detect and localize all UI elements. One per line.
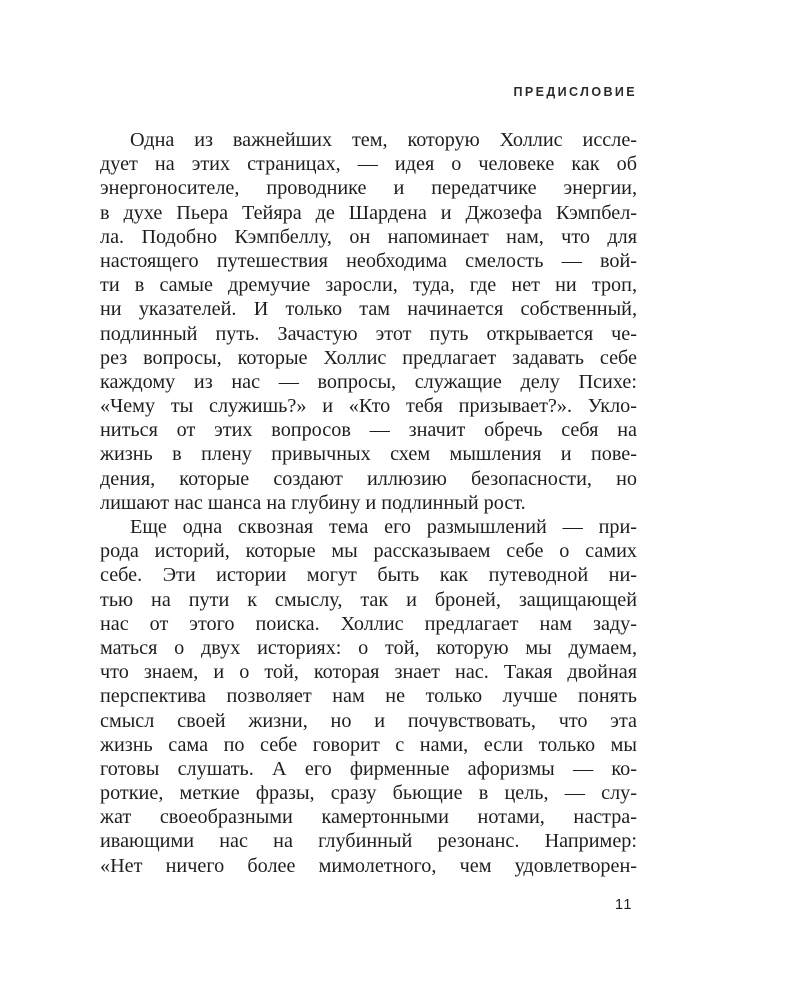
- text-line: жат своеобразными камертонными нотами, настра-: [100, 806, 637, 829]
- text-line: каждому из нас — вопросы, служащие делу Психе:: [100, 370, 637, 393]
- text-line: лишают нас шанса на глубину и подлинный рост.: [100, 491, 526, 514]
- text-line: настоящего путешествия необходима смелость — вой-: [100, 249, 637, 272]
- text-line: ниться от этих вопросов — значит обречь себя на: [100, 419, 637, 442]
- text-line: перспектива позволяет нам не только лучше понять: [100, 685, 637, 708]
- text-line: дует на этих страницах, — идея о человеке как об: [100, 153, 637, 176]
- text-line: готовы слушать. А его фирменные афоризмы — ко-: [100, 757, 637, 780]
- text-line: Еще одна сквозная тема его размышлений — при-: [130, 516, 637, 538]
- text-line: роткие, меткие фразы, сразу бьющие в цель, — слу-: [100, 782, 637, 805]
- paragraph-1: [100, 128, 637, 515]
- text-line: рез вопросы, которые Холлис предлагает задавать себе: [100, 346, 637, 369]
- text-line: «Нет ничего более мимолетного, чем удовлетворен-: [100, 854, 637, 877]
- text-line: дения, которые создают иллюзию безопасности, но: [100, 467, 637, 490]
- text-line: ивающими нас на глубинный резонанс. Например:: [100, 830, 637, 853]
- text-line: ти в самые дремучие заросли, туда, где нет ни троп,: [100, 274, 637, 297]
- text-line: в духе Пьера Тейяра де Шардена и Джозефа Кэмпбел-: [100, 201, 637, 224]
- text-line: себе. Эти истории могут быть как путеводной ни-: [100, 564, 637, 587]
- paragraph-2: [100, 515, 637, 878]
- text-line: маться о двух историях: о той, которую мы думаем,: [100, 636, 637, 659]
- text-line: энергоносителе, проводнике и передатчике энергии,: [100, 177, 637, 200]
- text-line: тью на пути к смыслу, так и броней, защищающей: [100, 588, 637, 611]
- text-line: «Чему ты служишь?» и «Кто тебя призывает?». Укло-: [100, 395, 637, 418]
- page-number: 11: [614, 897, 633, 913]
- text-line: рода историй, которые мы рассказываем себе о самих: [100, 540, 637, 563]
- text-line: жизнь в плену привычных схем мышления и пове-: [100, 443, 637, 466]
- running-head: ПРЕДИСЛОВИЕ: [513, 85, 637, 99]
- text-line: ни указателей. И только там начинается собственный,: [100, 298, 637, 321]
- text-line: смысл своей жизни, но и почувствовать, что эта: [100, 709, 637, 732]
- body-text: [100, 128, 637, 878]
- text-line: жизнь сама по себе говорит с нами, если только мы: [100, 733, 637, 756]
- text-line: ла. Подобно Кэмпбеллу, он напоминает нам, что для: [100, 225, 637, 248]
- text-line: Одна из важнейших тем, которую Холлис иссле-: [130, 129, 637, 151]
- text-line: нас от этого поиска. Холлис предлагает нам заду-: [100, 612, 637, 635]
- text-line: что знаем, и о той, которая знает нас. Такая двойная: [100, 661, 637, 684]
- text-line: подлинный путь. Зачастую этот путь открывается че-: [100, 322, 637, 345]
